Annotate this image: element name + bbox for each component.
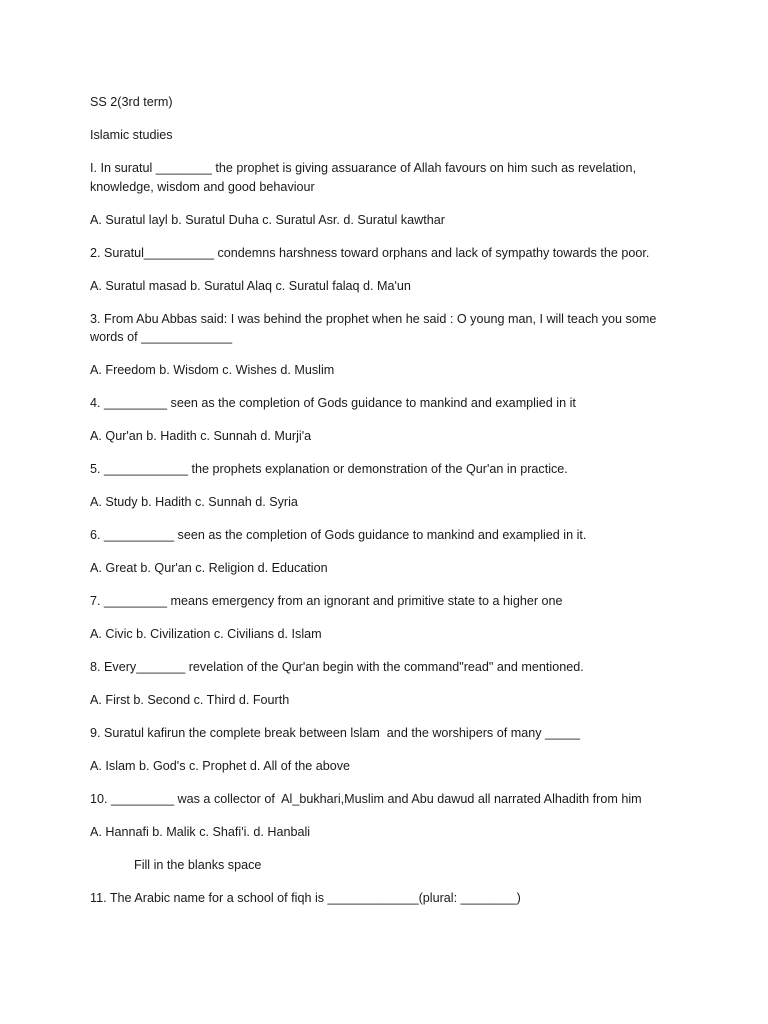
question-6: 6. __________ seen as the completion of Gods guidance to mankind and examplied in it. — [90, 528, 587, 543]
options-6: A. Great b. Qur'an c. Religion d. Education — [90, 561, 328, 576]
question-1: I. In suratul ________ the prophet is giving assuarance of Allah favours on him such as revelation, knowledge, wisdom and good behaviour — [90, 161, 640, 194]
question-9: 9. Suratul kafirun the complete break between lslam and the worshipers of many _____ — [90, 726, 581, 741]
question-11: 11. The Arabic name for a school of fiqh is _____________(plural: ________) — [90, 891, 521, 906]
question-8: 8. Every_______ revelation of the Qur'an begin with the command"read" and mentioned. — [90, 660, 584, 675]
options-2: A. Suratul masad b. Suratul Alaq c. Suratul falaq d. Ma'un — [90, 278, 411, 293]
question-4: 4. _________ seen as the completion of Gods guidance to mankind and examplied in it — [90, 396, 576, 411]
options-8: A. First b. Second c. Third d. Fourth — [90, 693, 290, 708]
options-7: A. Civic b. Civilization c. Civilians d. Islam — [90, 627, 322, 642]
question-3: 3. From Abu Abbas said: I was behind the prophet when he said : O young man, I will teach you some words of _____________ — [90, 311, 660, 345]
document-body — [90, 93, 690, 922]
options-9: A. Islam b. God's c. Prophet d. All of the above — [90, 759, 351, 774]
options-1: A. Suratul layl b. Suratul Duha c. Suratul Asr. d. Suratul kawthar — [90, 212, 445, 227]
class-term-header: SS 2(3rd term) — [90, 95, 173, 109]
question-10: 10. _________ was a collector of Al_bukhari,Muslim and Abu dawud all narrated Alhadith from him — [90, 792, 642, 807]
section-heading: Fill in the blanks space — [134, 858, 262, 873]
question-2: 2. Suratul__________ condemns harshness toward orphans and lack of sympathy towards the poor. — [90, 245, 650, 260]
options-5: A. Study b. Hadith c. Sunnah d. Syria — [90, 495, 298, 510]
options-3: A. Freedom b. Wisdom c. Wishes d. Muslim — [90, 363, 335, 378]
options-10: A. Hannafi b. Malik c. Shafi'i. d. Hanbali — [90, 825, 311, 840]
options-4: A. Qur'an b. Hadith c. Sunnah d. Murji'a — [90, 429, 312, 444]
question-5: 5. ____________ the prophets explanation or demonstration of the Qur'an in practice. — [90, 462, 568, 477]
question-7: 7. _________ means emergency from an ignorant and primitive state to a higher one — [90, 594, 563, 609]
subject-title: Islamic studies — [90, 128, 173, 142]
